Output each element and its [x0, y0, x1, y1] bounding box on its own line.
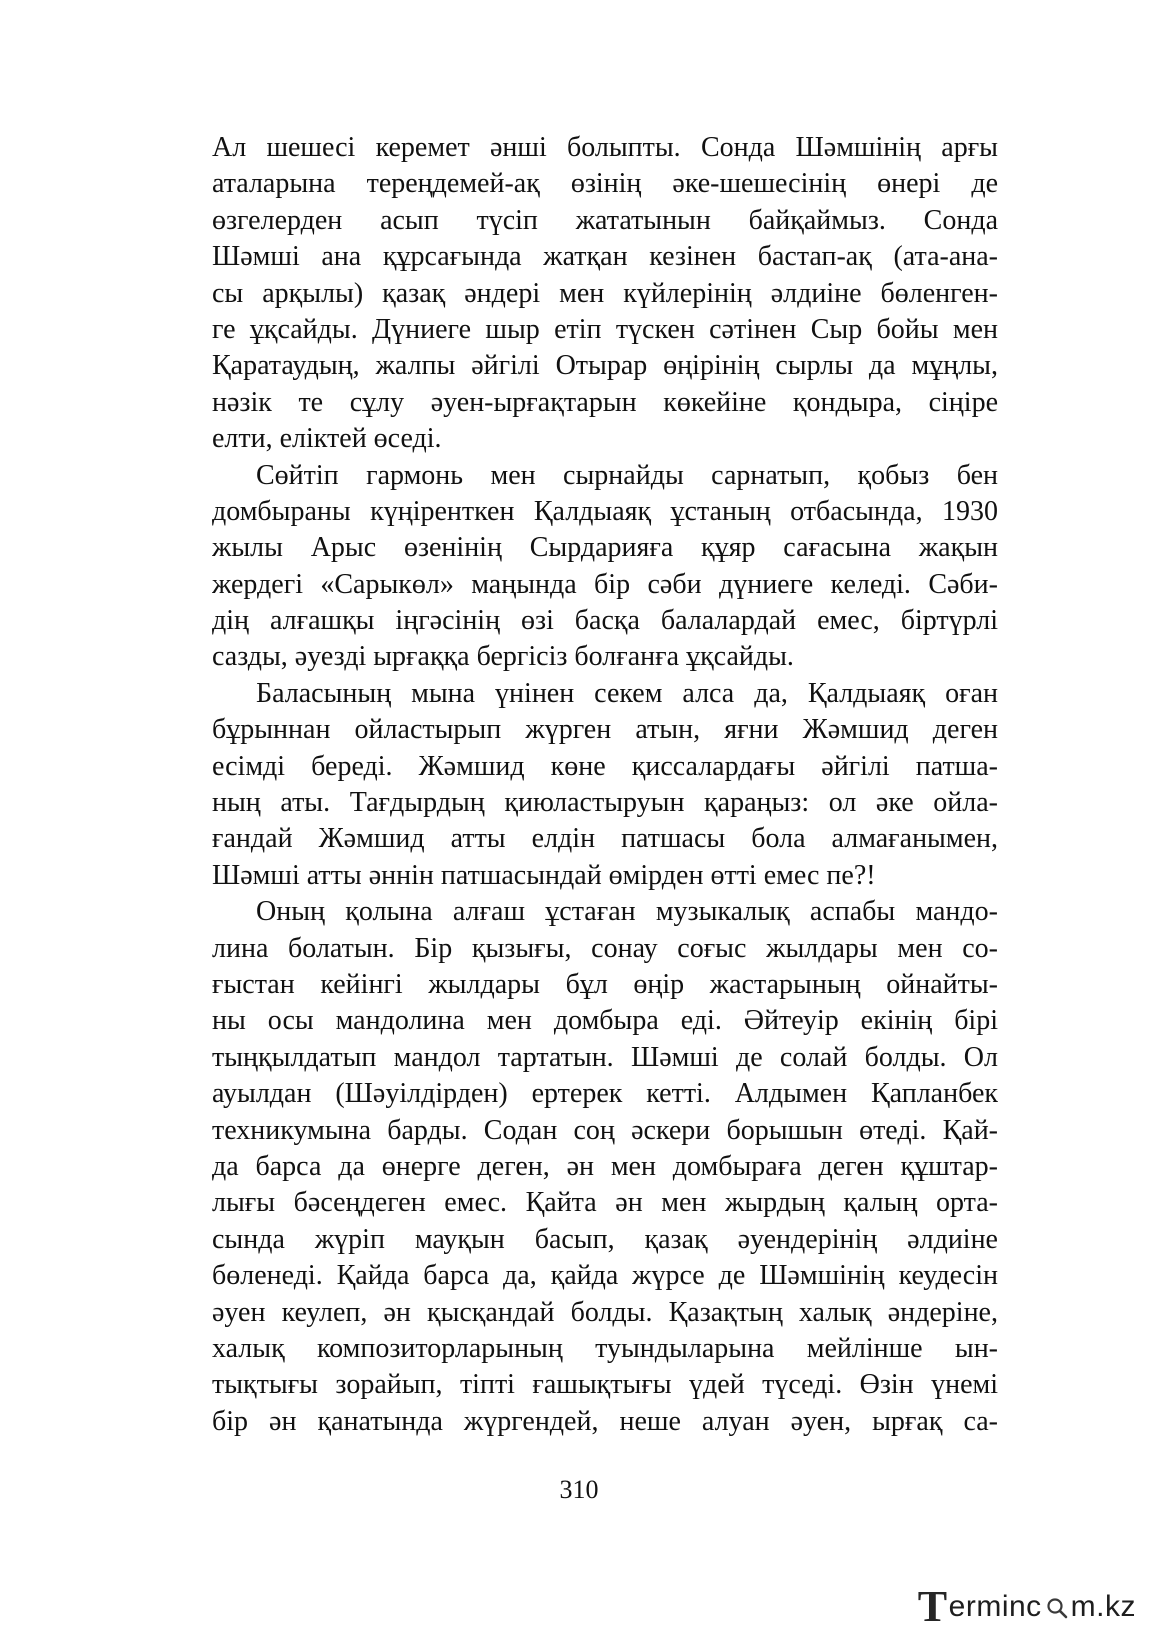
text-line: бөленеді. Қайда барса да, қайда жүрсе де Шәмшінің кеудесін: [212, 1260, 998, 1292]
text-line: сы арқылы) қазақ әндері мен күйлерінің әлдиіне бөленген-: [212, 277, 998, 309]
page-number: 310: [559, 1475, 599, 1504]
text-line: Шәмші атты әннін патшасындай өмірден өтті емес пе?!: [212, 859, 876, 891]
text-line: домбыраны күңіренткен Қалдыаяқ ұстаның отбасында, 1930: [212, 495, 998, 527]
paragraph: [212, 894, 998, 1440]
text-line: Қаратаудың, жалпы әйгілі Отырар өңірінің сырлы да мұңлы,: [212, 350, 998, 382]
text-line: Баласының мына үнінен секем алса да, Қалдыаяқ оған: [256, 677, 998, 709]
text-line: Оның қолына алғаш ұстаған музыкалық аспабы мандо-: [256, 896, 998, 928]
watermark-text-suffix: m.kz: [1070, 1590, 1136, 1623]
text-line: ге ұқсайды. Дүниеге шыр етіп түскен сәтінен Сыр бойы мен: [212, 313, 998, 345]
text-line: сында жүріп мауқын басып, қазақ әуендерінің әлдиіне: [212, 1223, 998, 1255]
paragraph: [212, 130, 998, 458]
text-line: лығы бәсеңдеген емес. Қайта ән мен жырдың қалың орта-: [212, 1187, 998, 1219]
text-line: лина болатын. Бір қызығы, сонау соғыс жылдары мен со-: [212, 932, 998, 964]
text-line: елти, еліктей өседі.: [212, 423, 442, 455]
text-line: ның аты. Тағдырдың қиюластыруын қараңыз: ол әке ойла-: [212, 787, 998, 819]
text-line: тыңқылдатып мандол тартатын. Шәмші де солай болды. Ол: [212, 1041, 998, 1073]
text-line: Шәмші ана құрсағында жатқан кезінен бастап-ақ (ата-ана-: [212, 241, 998, 273]
watermark-text-prefix: ermin: [948, 1590, 1027, 1623]
watermark-letter-c: c: [1026, 1590, 1042, 1623]
body-text: [212, 130, 998, 1440]
text-line: өзгелерден асып түсіп жататынын байқаймыз. Сонда: [212, 204, 998, 236]
site-watermark: [917, 1582, 1136, 1631]
text-line: бір ән қанатында жүргендей, неше алуан әуен, ырғақ са-: [212, 1405, 998, 1437]
text-line: сазды, әуезді ырғаққа бергісіз болғанға ұқсайды.: [212, 641, 794, 673]
text-line: дің алғашқы іңгәсінің өзі басқа балалардай емес, біртүрлі: [212, 605, 998, 637]
text-line: да барса да өнерге деген, ән мен домбыраға деген құштар-: [212, 1150, 998, 1182]
text-line: бұрыннан ойластырып жүрген атын, яғни Жәмшид деген: [212, 714, 998, 746]
watermark-t-letter: T: [917, 1582, 948, 1631]
paragraph: [212, 458, 998, 676]
text-line: аталарына тереңдемей-ақ өзінің әке-шешесінің өнері де: [212, 168, 998, 200]
text-line: есімді береді. Жәмшид көне қиссалардағы әйгілі патша-: [212, 750, 998, 782]
text-line: жылы Арыс өзенінің Сырдарияға құяр сағасына жақын: [212, 532, 998, 564]
text-line: әуен кеулеп, ән қысқандай болды. Қазақтың халық әндеріне,: [212, 1296, 998, 1328]
text-line: ғандай Жәмшид атты елдін патшасы бола алмағанымен,: [212, 823, 998, 855]
text-line: Сөйтіп гармонь мен сырнайды сарнатып, қобыз бен: [256, 459, 998, 491]
text-line: жердегі «Сарыкөл» маңында бір сәби дүниеге келеді. Сәби-: [212, 568, 998, 600]
text-line: нәзік те сұлу әуен-ырғақтарын көкейіне қондыра, сіңіре: [212, 386, 998, 418]
text-line: ғыстан кейінгі жылдары бұл өңір жастарының ойнайты-: [212, 968, 998, 1000]
text-line: Ал шешесі керемет әнші болыпты. Сонда Шәмшінің арғы: [212, 132, 998, 163]
text-line: тықтығы зорайып, тіпті ғашықтығы үдей түседі. Өзін үнемі: [212, 1369, 998, 1401]
magnifier-icon: [1045, 1595, 1069, 1619]
text-line: ауылдан (Шәуілдірден) ертерек кетті. Алдымен Қапланбек: [212, 1078, 998, 1110]
text-line: техникумына барды. Содан соң әскери борышын өтеді. Қай-: [212, 1114, 998, 1146]
paragraph: [212, 676, 998, 894]
text-line: халық композиторларының туындыларына мейлінше ын-: [212, 1332, 998, 1364]
text-line: ны осы мандолина мен домбыра еді. Әйтеуір екінің бірі: [212, 1005, 998, 1037]
